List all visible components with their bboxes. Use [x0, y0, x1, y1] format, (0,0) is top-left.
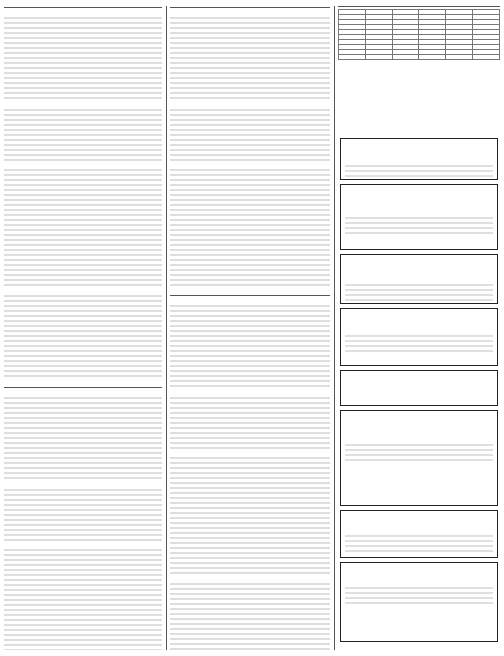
body-text-block — [4, 488, 162, 542]
body-text-block — [170, 16, 330, 102]
advertisement — [340, 254, 498, 304]
article — [170, 6, 330, 288]
ad-line — [341, 436, 497, 441]
article-paragraph — [170, 576, 330, 581]
ad-line — [341, 579, 497, 584]
body-text-block — [170, 168, 330, 288]
weather-cell — [419, 55, 446, 60]
ad-body-text — [345, 283, 493, 303]
ad-body-text — [345, 164, 493, 180]
advertisement — [340, 308, 498, 366]
advertisement — [340, 510, 498, 558]
article-paragraph — [4, 288, 162, 293]
body-text-block — [170, 108, 330, 162]
advertisement — [340, 184, 498, 250]
article-paragraph — [4, 10, 162, 15]
ad-body-text — [345, 443, 493, 463]
ad-title — [341, 255, 497, 266]
advertisement — [340, 138, 498, 180]
column-2 — [170, 6, 330, 650]
ad-title — [341, 309, 497, 322]
weather-title — [338, 6, 500, 7]
weather-table — [338, 9, 500, 60]
body-text-block — [4, 108, 162, 162]
article — [170, 294, 330, 650]
column-1 — [4, 6, 162, 650]
column-rule — [166, 6, 167, 650]
body-text-block — [4, 16, 162, 102]
ad-title — [341, 411, 497, 426]
article — [4, 6, 162, 380]
ad-line — [341, 397, 497, 402]
ad-body-text — [345, 534, 493, 554]
ad-line — [341, 527, 497, 532]
article-headline — [170, 294, 330, 296]
body-text-block — [170, 396, 330, 450]
ad-title — [341, 511, 497, 522]
ad-line — [341, 276, 497, 281]
weather-cell — [339, 55, 366, 60]
body-text-block — [170, 304, 330, 390]
body-text-block — [4, 168, 162, 288]
article-paragraph — [4, 482, 162, 487]
ad-body-text — [345, 404, 493, 406]
weather-cell — [446, 55, 473, 60]
article — [4, 386, 162, 650]
ad-body-text — [345, 334, 493, 354]
article-paragraph — [4, 542, 162, 547]
article-paragraph — [170, 102, 330, 107]
column-rule — [334, 6, 335, 650]
article-headline — [170, 6, 330, 8]
ad-title — [341, 139, 497, 152]
weather-cell — [473, 55, 500, 60]
weather-row — [339, 55, 500, 60]
body-text-block — [4, 548, 162, 650]
ad-body-text — [345, 586, 493, 606]
ad-title — [341, 563, 497, 574]
article-paragraph — [4, 390, 162, 395]
ad-body-text — [345, 216, 493, 236]
weather-report — [338, 6, 500, 60]
body-text-block — [170, 582, 330, 650]
article-paragraph — [4, 162, 162, 167]
ad-title — [341, 185, 497, 199]
advertisement — [340, 370, 498, 406]
article-paragraph — [170, 162, 330, 167]
article-paragraph — [4, 102, 162, 107]
article-paragraph — [170, 10, 330, 15]
weather-cell — [392, 55, 419, 60]
body-text-block — [4, 294, 162, 380]
article-paragraph — [170, 298, 330, 303]
advertisement — [340, 410, 498, 506]
body-text-block — [4, 396, 162, 482]
ad-line — [341, 209, 497, 214]
advertisement — [340, 562, 498, 642]
article-headline — [4, 386, 162, 388]
body-text-block — [170, 456, 330, 576]
ad-line — [341, 157, 497, 162]
article-paragraph — [170, 390, 330, 395]
article-headline — [4, 6, 162, 8]
ad-line — [341, 327, 497, 332]
article-paragraph — [170, 450, 330, 455]
weather-cell — [365, 55, 392, 60]
ad-title — [341, 371, 497, 387]
